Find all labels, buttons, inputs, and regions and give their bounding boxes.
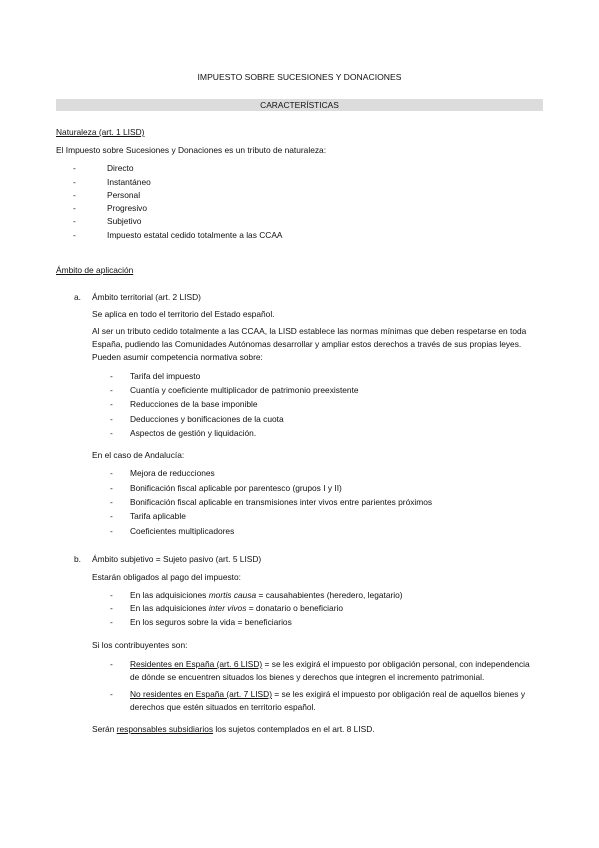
section-b-heading: Ámbito subjetivo = Sujeto pasivo (art. 5 LISD): [92, 554, 262, 564]
section-a-paragraph-2-line-3: Pueden asumir competencia normativa sobre:: [92, 352, 263, 362]
section-header: CARACTERÍSTICAS: [260, 100, 339, 110]
document-title: IMPUESTO SOBRE SUCESIONES Y DONACIONES: [197, 72, 402, 82]
naturaleza-intro: El Impuesto sobre Sucesiones y Donaciones es un tributo de naturaleza:: [56, 145, 327, 155]
list-item: - Coeficientes multiplicadores: [110, 526, 235, 536]
section-a-marker: a.: [74, 292, 81, 302]
contribuyentes-intro: Si los contribuyentes son:: [92, 640, 188, 650]
list-item: - Bonificación fiscal aplicable en transmisiones inter vivos entre parientes próximos: [110, 497, 433, 507]
list-item: - Reducciones de la base imponible: [110, 399, 258, 409]
list-item: - Directo: [73, 163, 134, 173]
list-item: - Tarifa del impuesto: [110, 371, 201, 381]
list-item: - Impuesto estatal cedido totalmente a las CCAA: [73, 230, 283, 240]
list-item: - Residentes en España (art. 6 LISD) = se les exigirá el impuesto por obligación personal, con independencia: [110, 659, 530, 669]
list-item: - Progresivo: [73, 203, 148, 213]
list-item: - Instantáneo: [73, 177, 151, 187]
list-item: - Mejora de reducciones: [110, 468, 215, 478]
list-item: - En las adquisiciones mortis causa = causahabientes (heredero, legatario): [110, 590, 403, 600]
list-item: - Subjetivo: [73, 216, 142, 226]
section-a-paragraph-2-line-1: Al ser un tributo cedido totalmente a las CCAA, la LISD establece las normas mínimas que deben respetarse en toda: [92, 326, 527, 336]
andalucia-intro: En el caso de Andalucía:: [92, 450, 185, 460]
list-item: - Aspectos de gestión y liquidación.: [110, 428, 257, 438]
list-item: - Cuantía y coeficiente multiplicador de patrimonio preexistente: [110, 385, 359, 395]
responsables-paragraph: Serán responsables subsidiarios los sujetos contemplados en el art. 8 LISD.: [92, 724, 375, 734]
list-item: - No residentes en España (art. 7 LISD) = se les exigirá el impuesto por obligación real de aquellos bienes y: [110, 689, 526, 699]
list-item: - En las adquisiciones inter vivos = donatario o beneficiario: [110, 603, 344, 613]
ambito-heading: Ámbito de aplicación: [56, 265, 134, 275]
section-a-paragraph-2-line-2: España, pudiendo las Comunidades Autónomas desarrollar y ampliar estos derechos a través de sus propias leyes.: [92, 339, 522, 349]
list-item-continuation: derechos que estén situados en territorio español.: [130, 702, 316, 712]
naturaleza-heading: Naturaleza (art. 1 LISD): [56, 127, 145, 137]
list-item-continuation: de dónde se encuentren situados los bienes y derechos que integren el incremento patrimonial.: [130, 672, 485, 682]
list-item: - Deducciones y bonificaciones de la cuota: [110, 414, 284, 424]
list-item: - Tarifa aplicable: [110, 511, 186, 521]
section-a-heading: Ámbito territorial (art. 2 LISD): [92, 292, 201, 302]
list-item: - Personal: [73, 190, 141, 200]
list-item: - Bonificación fiscal aplicable por parentesco (grupos I y II): [110, 483, 342, 493]
section-a-paragraph-1: Se aplica en todo el territorio del Estado español.: [92, 309, 275, 319]
section-b-marker: b.: [74, 554, 81, 564]
list-item: - En los seguros sobre la vida = beneficiarios: [110, 617, 292, 627]
section-b-intro: Estarán obligados al pago del impuesto:: [92, 572, 241, 582]
